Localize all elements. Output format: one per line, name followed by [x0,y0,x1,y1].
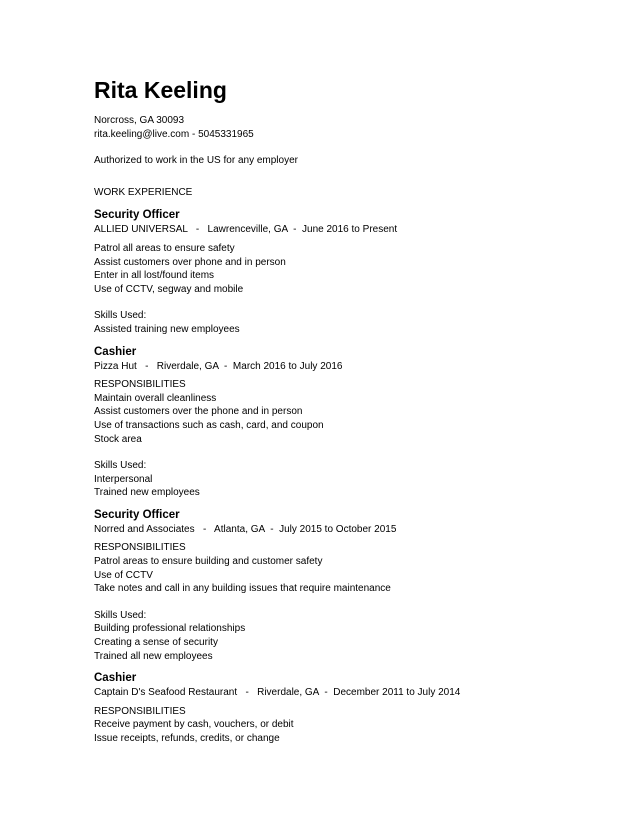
job-detail-line: Issue receipts, refunds, credits, or change [94,733,280,744]
job-entry [94,508,594,663]
job-title: Cashier [94,345,137,358]
work-experience-heading: WORK EXPERIENCE [94,186,193,198]
location-text: Norcross, GA 30093 [94,115,185,126]
job-detail-line: Skills Used: [94,310,147,322]
job-detail-line: Take notes and call in any building issues that require maintenance [94,583,391,595]
job-detail-line: Use of CCTV, segway and mobile [94,283,244,295]
job-detail-line: Receive payment by cash, vouchers, or debit [94,719,294,731]
job-detail-line: RESPONSIBILITIES [94,379,186,391]
job-detail-line: Trained all new employees [94,650,213,662]
job-detail-line: Creating a sense of security [94,637,218,649]
job-detail-line: Assist customers over phone and in person [94,256,286,268]
job-detail-line: Stock area [94,433,142,445]
job-detail-line: Trained new employees [94,487,200,499]
job-detail-block [94,378,594,446]
job-entry [94,345,594,500]
job-detail-line: Assist customers over the phone and in person [94,406,303,418]
job-detail-line: RESPONSIBILITIES [94,542,186,554]
work-authorization-text: Authorized to work in the US for any employer [94,155,298,167]
job-detail-line: Building professional relationships [94,623,246,635]
job-detail-line: Enter in all lost/found items [94,270,215,282]
job-detail-line: Patrol areas to ensure building and customer safety [94,556,323,568]
job-title: Security Officer [94,508,180,521]
job-employer-location-dates: Pizza Hut - Riverdale, GA - March 2016 to July 2016 [94,360,343,372]
job-title: Security Officer [94,209,180,222]
job-detail-line: Use of CCTV [94,569,153,581]
job-employer-location-dates: Norred and Associates - Atlanta, GA - July 2015 to October 2015 [94,523,397,535]
job-detail-line: RESPONSIBILITIES [94,705,186,717]
job-detail-block [94,541,594,595]
job-detail-line: Assisted training new employees [94,323,240,335]
job-detail-line: Patrol all areas to ensure safety [94,242,235,254]
job-entry [94,671,594,745]
job-detail-block [94,242,594,296]
applicant-name: Rita Keeling [94,77,227,103]
job-employer-location-dates: ALLIED UNIVERSAL - Lawrenceville, GA - June 2016 to Present [94,224,398,236]
job-detail-line: Maintain overall cleanliness [94,392,217,404]
job-detail-line: Use of transactions such as cash, card, and coupon [94,419,324,431]
job-entry [94,208,594,336]
job-detail-line: Interpersonal [94,473,153,485]
job-detail-block [94,309,594,336]
job-detail-line: Skills Used: [94,460,147,472]
contact-text: rita.keeling@live.com - 5045331965 [94,128,254,140]
job-title: Cashier [94,672,137,685]
job-list [94,208,594,745]
job-detail-block [94,705,594,746]
job-detail-block [94,609,594,663]
resume-page [94,76,594,754]
job-detail-block [94,459,594,500]
job-detail-line: Skills Used: [94,609,147,621]
job-employer-location-dates: Captain D's Seafood Restaurant - Riverdale, GA - December 2011 to July 2014 [94,687,461,699]
